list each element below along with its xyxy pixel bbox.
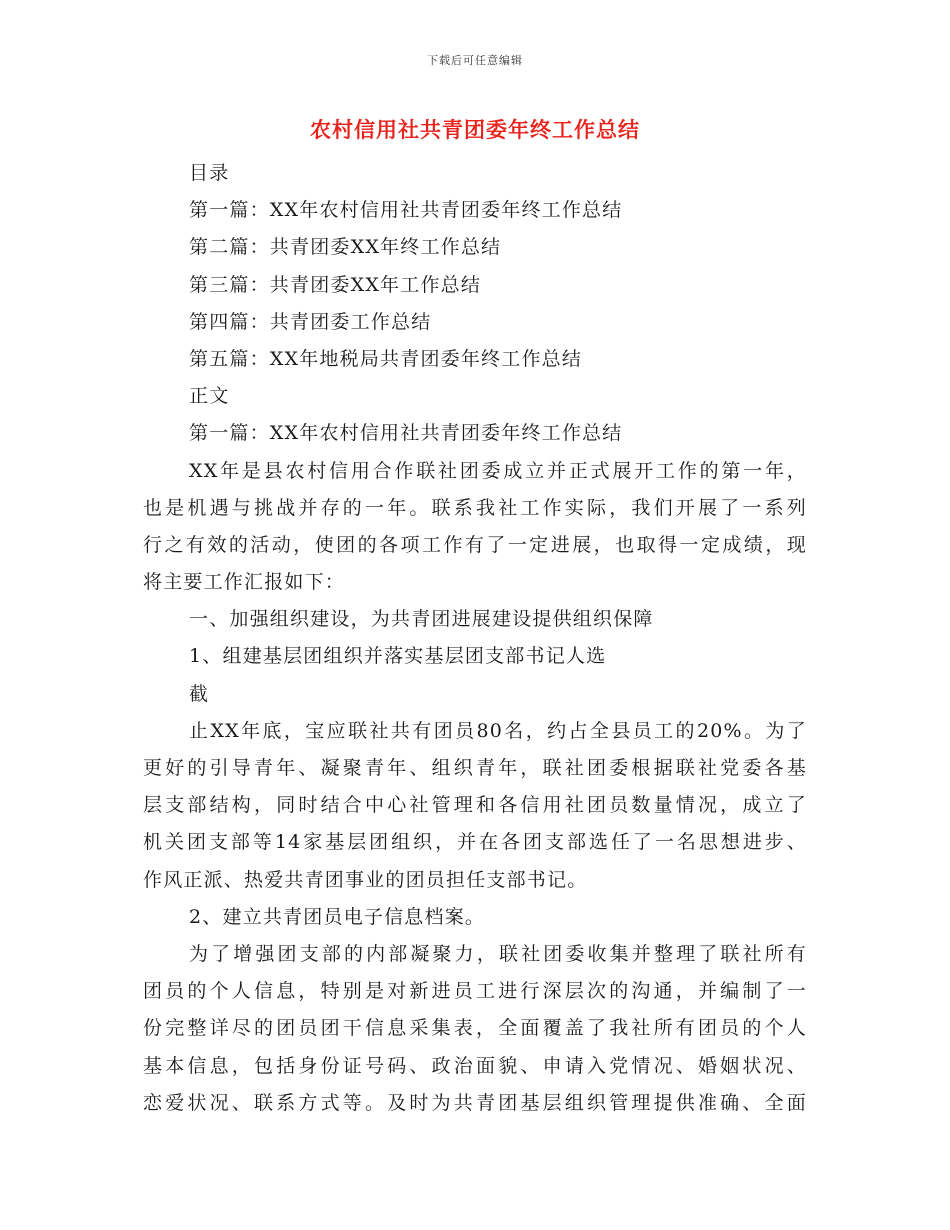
paragraph-line: 份完整详尽的团员团干信息采集表，全面覆盖了我社所有团员的个人 xyxy=(143,1017,807,1040)
paragraph-line: 基本信息，包括身份证号码、政治面貌、申请入党情况、婚姻状况、 xyxy=(143,1054,807,1077)
paragraph-line: 截 xyxy=(189,682,210,705)
document-title: 农村信用社共青团委年终工作总结 xyxy=(310,118,640,142)
paragraph-line: 将主要工作汇报如下： xyxy=(143,571,346,594)
paragraph-line: 恋爱状况、联系方式等。及时为共青团基层组织管理提供准确、全面 xyxy=(143,1091,807,1114)
paragraph-line: 更好的引导青年、凝聚青年、组织青年，联社团委根据联社党委各基 xyxy=(143,757,807,779)
toc-heading: 目录 xyxy=(189,162,230,184)
subsection-heading: 1、组建基层团组织并落实基层团支部书记人选 xyxy=(189,645,607,668)
section-heading: 一、加强组织建设，为共青团进展建设提供组织保障 xyxy=(189,608,654,631)
paragraph-line: 为了增强团支部的内部凝聚力，联社团委收集并整理了联社所有 xyxy=(189,942,807,965)
paragraph-line: 层支部结构，同时结合中心社管理和各信用社团员数量情况，成立了 xyxy=(143,794,807,817)
paragraph-line: 作风正派、热爱共青团事业的团员担任支部书记。 xyxy=(143,868,588,891)
document-body xyxy=(143,155,807,1122)
subsection-heading: 2、建立共青团员电子信息档案。 xyxy=(189,905,486,928)
paragraph-line: 行之有效的活动，使团的各项工作有了一定进展，也取得一定成绩，现 xyxy=(143,533,807,556)
paragraph-line: 机关团支部等14家基层团组织，并在各团支部选任了一名思想进步、 xyxy=(143,831,807,854)
toc-item: 第四篇：共青团委工作总结 xyxy=(189,310,432,333)
paragraph-line: 也是机遇与挑战并存的一年。联系我社工作实际，我们开展了一系列 xyxy=(143,496,807,519)
body-heading: 正文 xyxy=(189,385,230,408)
chapter-title: 第一篇：XX年农村信用社共青团委年终工作总结 xyxy=(189,422,623,445)
paragraph-line: 止XX年底，宝应联社共有团员80名，约占全县员工的20%。为了 xyxy=(189,719,807,742)
toc-item: 第二篇：共青团委XX年终工作总结 xyxy=(189,236,502,259)
toc-item: 第三篇：共青团委XX年工作总结 xyxy=(189,273,482,296)
paragraph-line: 团员的个人信息，特别是对新进员工进行深层次的沟通，并编制了一 xyxy=(143,980,807,1003)
toc-item: 第一篇：XX年农村信用社共青团委年终工作总结 xyxy=(189,199,623,222)
header-note: 下载后可任意编辑 xyxy=(427,54,523,67)
paragraph-line: XX年是县农村信用合作联社团委成立并正式展开工作的第一年， xyxy=(189,459,807,482)
toc-item: 第五篇：XX年地税局共青团委年终工作总结 xyxy=(189,347,583,370)
